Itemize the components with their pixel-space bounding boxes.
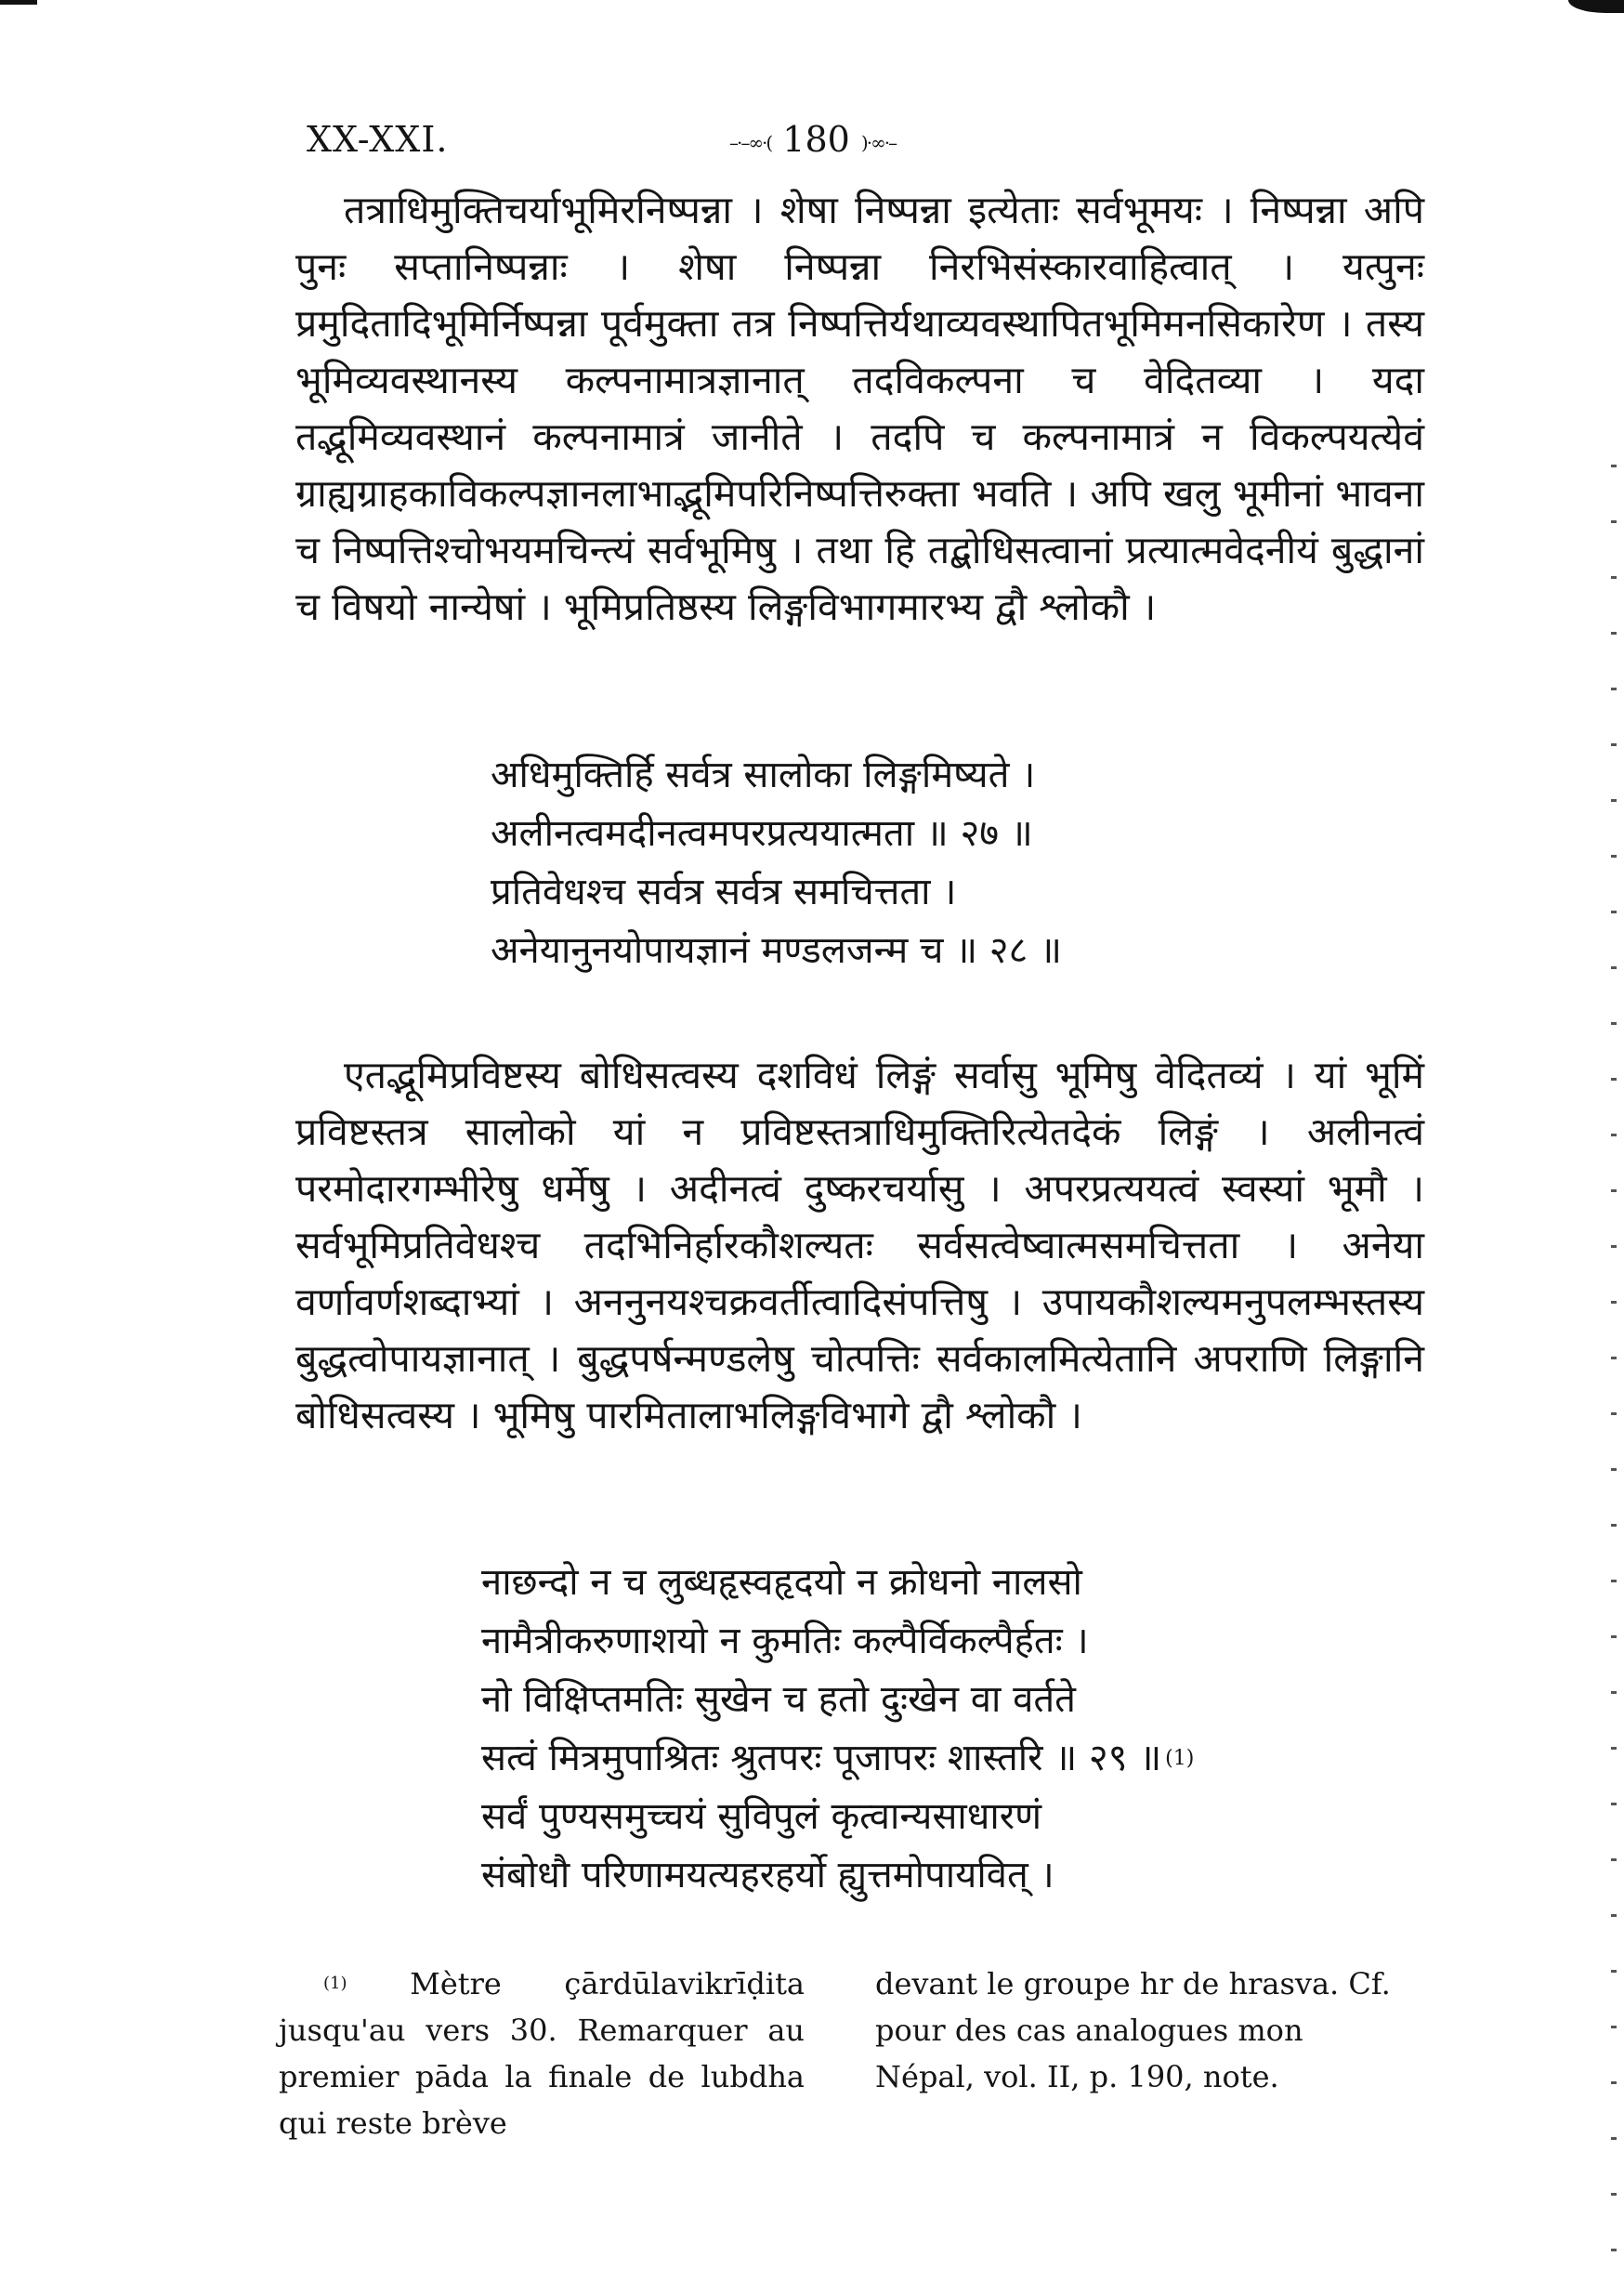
scan-corner-mark	[1568, 0, 1624, 13]
verse-line: नो विक्षिप्तमतिः सुखेन च हतो दुःखेन वा वर्तते	[481, 1678, 1076, 1721]
page-number	[729, 119, 896, 160]
ornament-icon: )·∞·–	[860, 131, 897, 154]
verse-line	[481, 1729, 1194, 1788]
footnote-marker: (1)	[323, 1974, 347, 1993]
verse-line: अनेयानुनयोपायज्ञानं मण्डलजन्म च ॥ २८ ॥	[491, 929, 1063, 972]
footnote-right-column: devant le groupe hr de hrasva. Cf. pour des cas analogues mon Népal, vol. II, p. 190, note.	[875, 1966, 1391, 2094]
verse-line: संबोधौ परिणामयत्यहरहर्यो ह्युत्तमोपायवित् ।	[481, 1854, 1054, 1896]
verse-line: अलीनत्वमदीनत्वमपरप्रत्ययात्मता ॥ २७ ॥	[491, 812, 1033, 855]
footnote-text: Mètre çārdūlavikrīḍita jusqu'au vers 30. Remarquer au premier pāda la finale de lubdha qui reste brève	[279, 1966, 805, 2141]
verse-line: नाछन्दो न च लुब्धहृस्वहृदयो न क्रोधनो नालसो	[481, 1561, 1082, 1604]
scan-edge-marks	[1611, 465, 1617, 2276]
verse-block-27-28	[491, 746, 1062, 980]
commentary-paragraph-1: तत्राधिमुक्तिचर्याभूमिरनिष्पन्ना । शेषा निष्पन्ना इत्येताः सर्वभूमयः । निष्पन्ना अपि पुनः सप्तानिष्पन्नाः । शेषा निष्पन्ना निरभिसंस्कारवाहित्वात् । यत्पुनः प्रमुदितादिभूमिर्निष्पन्ना पूर्वमुक्ता तत्र निष्पत्तिर्यथाव्यवस्थापितभूमिमनसिकारेण । तस्य भूमिव्यवस्थानस्य कल्पनामात्रज्ञानात् तदविकल्पना च वेदितव्या । यदा तद्भूमिव्यवस्थानं कल्पनामात्रं जानीते । तदपि च कल्पनामात्रं न विकल्पयत्येवं ग्राह्यग्राहकाविकल्पज्ञानलाभाद्भूमिपरिनिष्पत्तिरुक्ता भवति । अपि खलु भूमीनां भावना च निष्पत्तिश्चोभयमचिन्त्यं सर्वभूमिषु । तथा हि तद्बोधिसत्वानां प्रत्यात्मवेदनीयं बुद्धानां च विषयो नान्येषां । भूमिप्रतिष्ठस्य लिङ्गविभागमारभ्य द्वौ श्लोकौ ।	[295, 188, 1424, 629]
verse-line: प्रतिवेधश्च सर्वत्र सर्वत्र समचित्तता ।	[491, 871, 957, 913]
scan-corner-mark	[0, 0, 37, 5]
verse-line: अधिमुक्तिर्हि सर्वत्र सालोका लिङ्गमिष्यते ।	[491, 754, 1036, 796]
footnote-left-column	[279, 1961, 805, 2146]
ornament-icon: –·–∞·(	[729, 131, 772, 154]
section-folio: XX-XXI.	[307, 119, 449, 160]
commentary-paragraph-2: एतद्भूमिप्रविष्टस्य बोधिसत्वस्य दशविधं लिङ्गं सर्वासु भूमिषु वेदितव्यं । यां भूमिं प्रविष्टस्तत्र सालोको यां न प्रविष्टस्तत्राधिमुक्तिरित्येतदेकं लिङ्गं । अलीनत्वं परमोदारगम्भीरेषु धर्मेषु । अदीनत्वं दुष्करचर्यासु । अपरप्रत्ययत्वं स्वस्यां भूमौ । सर्वभूमिप्रतिवेधश्च तदभिनिर्हारकौशल्यतः सर्वसत्वेष्वात्मसमचित्तता । अनेया वर्णावर्णशब्दाभ्यां । अननुनयश्चक्रवर्तीत्वादिसंपत्तिषु । उपायकौशल्यमनुपलम्भस्तस्य बुद्धत्वोपायज्ञानात् । बुद्धपर्षन्मण्डलेषु चोत्पत्तिः सर्वकालमित्येतानि अपराणि लिङ्गानि बोधिसत्वस्य । भूमिषु पारमितालाभलिङ्गविभागे द्वौ श्लोकौ ।	[295, 1053, 1424, 1437]
verse-line-text: सत्वं मित्रमुपाश्रितः श्रुतपरः पूजापरः शास्तरि ॥ २९ ॥	[481, 1737, 1162, 1779]
verse-line: नामैत्रीकरुणाशयो न कुमतिः कल्पैर्विकल्पैर्हतः ।	[481, 1620, 1089, 1662]
running-header	[307, 119, 1431, 165]
page-number-value: 180	[782, 119, 850, 160]
verse-block-29	[481, 1554, 1194, 1905]
verse-line: सर्वं पुण्यसमुच्चयं सुविपुलं कृत्वान्यसाधारणं	[481, 1795, 1042, 1838]
footnote-reference: (1)	[1165, 1747, 1195, 1770]
